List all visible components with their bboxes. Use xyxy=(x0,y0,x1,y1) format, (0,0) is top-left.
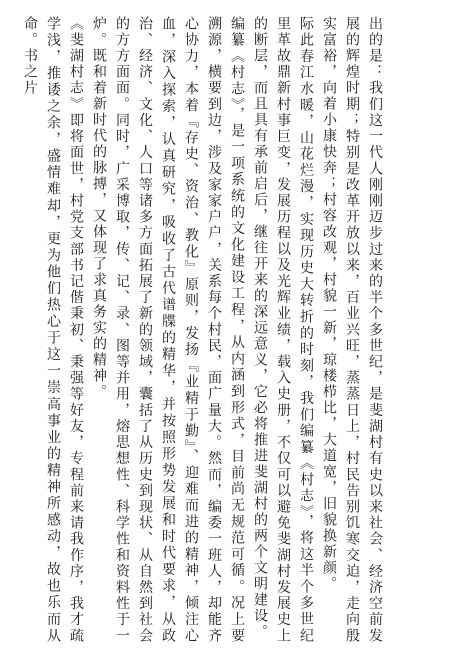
paragraph-4: 《斐湖村志》即将面世，村党支部书记偕秉初、秉强等好友，专程前来请我作序，我才疏学浅，推诿之余，盛情难却，更为他们热心于这一崇高事业的精神所感动，故也乐而从命。书之片 xyxy=(22,16,84,644)
paragraph-1: 出的是：我们这一代人刚刚迈步过来的半个多世纪，是斐湖村有史以来社会、经济空前发展的辉煌时期；特别是改革开放以来，百业兴旺，蒸蒸日上，村民告别饥寒交迫，走向殷实富裕，向着小康快奔；村容改观，村貌一新，琼楼栉比，大道宽，旧貌换新颜。 xyxy=(321,16,383,644)
paragraph-2: 际此春江水暖，山花烂漫，实现历史大转折的时刻，我们编纂《村志》，将这半个多世纪里革故鼎新村事巨变，发展历程以及光辉业绩，载入史册，不仅可以避免斐湖村发展史上的断层，而且具有承前启后，继往开来的深远意义，它必将推进斐湖村的两个文明建设。 xyxy=(252,16,314,644)
paragraph-3: 编纂《村志》，是一项系统的文化建设工程，从内涵到形式，目前尚无规范可循。况上要溯源，横要到边，涉及家家户户，关系每个村民，面广量大。然而，编委一班人，却能齐心协力，本着『存史、资治、教化』原则，发扬『业精于勤』、迎难而进的精神，倾注心血，深入探索，认真研究，吸收了古代谱牒的精华，并按照形势发展和时代要求，从政治、经济、文化、人口等诸多方面拓展了新的领域，囊括了从历史到现状、从自然到社会的方方面面。同时，广采博取，传、记、录、图等并用，熔思想性、科学性和资料性于一炉。既和着新时代的脉搏，又体现了求真务实的精神。 xyxy=(91,16,245,644)
vertical-text-body xyxy=(18,16,386,644)
